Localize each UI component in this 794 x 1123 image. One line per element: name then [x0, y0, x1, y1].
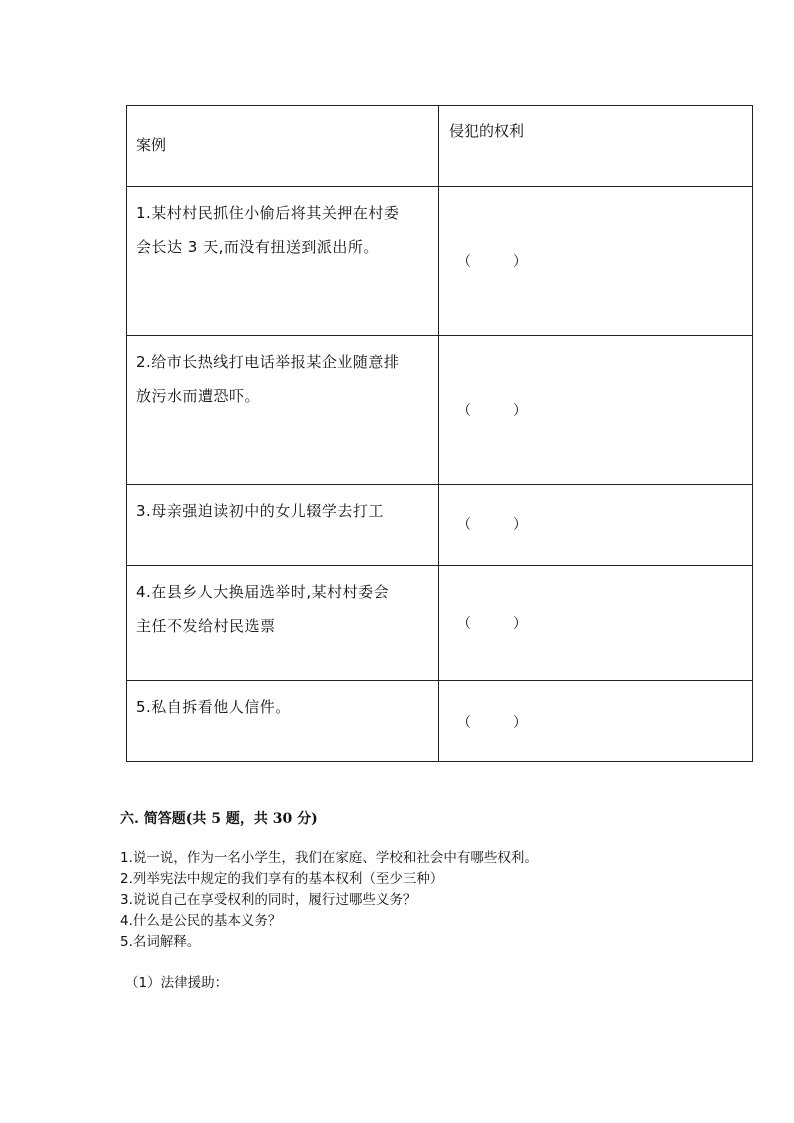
answer-blank[interactable]: （ ） [457, 517, 527, 533]
rights-table [126, 105, 753, 762]
table-row [127, 566, 753, 681]
case-line: 主任不发给村民选票 [136, 617, 276, 635]
sub-question-1: （1）法律援助： [125, 975, 229, 991]
question-3: 3.说说自己在享受权利的同时，履行过哪些义务？ [120, 892, 417, 908]
question-1: 1.说一说，作为一名小学生，我们在家庭、学校和社会中有哪些权利。 [120, 850, 538, 866]
case-line: 放污水而遭恐吓。 [136, 387, 261, 405]
case-line: 2.给市长热线打电话举报某企业随意排 [136, 353, 400, 371]
table-row [127, 485, 753, 566]
case-text [127, 187, 438, 264]
case-line: 5.私自拆看他人信件。 [136, 698, 291, 716]
case-text [127, 336, 438, 413]
answer-blank[interactable]: （ ） [457, 403, 527, 419]
question-5: 5.名词解释。 [120, 934, 201, 950]
header-right: 侵犯的权利 [449, 122, 525, 140]
case-line: 1.某村村民抓住小偷后将其关押在村委 [136, 204, 400, 222]
section-title: 六. 简答题(共 5 题，共 30 分) [120, 811, 318, 827]
case-text [127, 566, 438, 643]
question-2: 2.列举宪法中规定的我们享有的基本权利（至少三种） [120, 871, 444, 887]
table-header-row [127, 106, 753, 187]
header-case: 案例 [136, 136, 167, 154]
table-row [127, 187, 753, 336]
table-row [127, 681, 753, 762]
table-row [127, 336, 753, 485]
answer-blank[interactable]: （ ） [457, 715, 527, 731]
case-text [127, 681, 438, 724]
question-4: 4.什么是公民的基本义务？ [120, 913, 282, 929]
case-text [127, 485, 438, 528]
case-line: 会长达 3 天,而没有扭送到派出所。 [136, 238, 379, 256]
answer-blank[interactable]: （ ） [457, 616, 527, 632]
case-line: 4.在县乡人大换届选举时,某村村委会 [136, 583, 390, 601]
case-line: 3.母亲强迫读初中的女儿辍学去打工 [136, 502, 384, 520]
answer-blank[interactable]: （ ） [457, 254, 527, 270]
